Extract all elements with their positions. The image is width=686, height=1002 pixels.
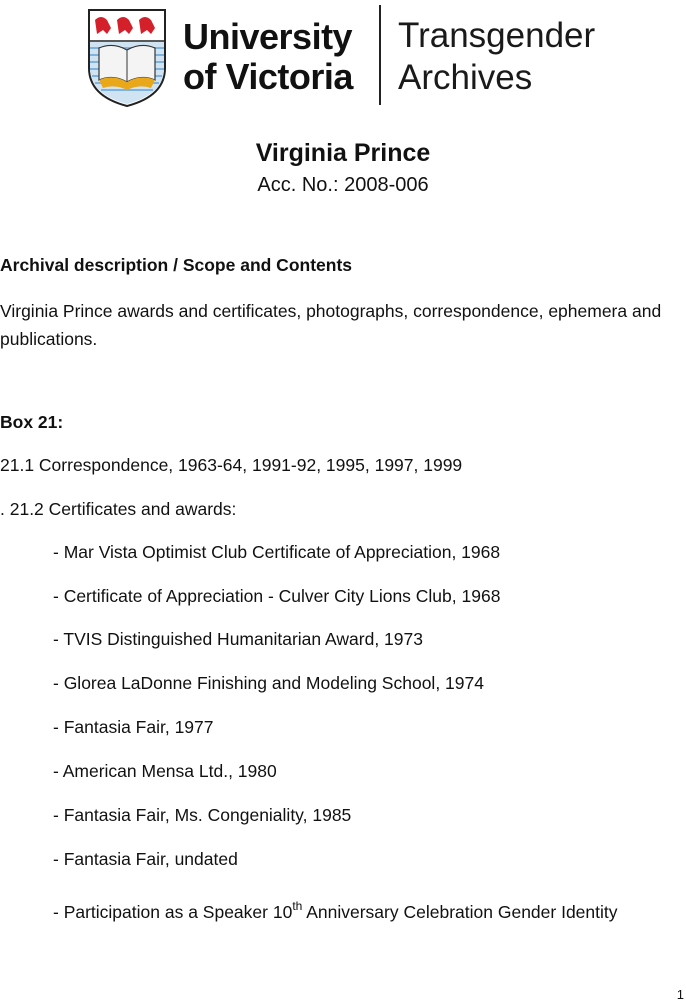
entry-21-1: 21.1 Correspondence, 1963-64, 1991-92, 1995, 1997, 1999 <box>0 455 463 475</box>
last-item-text: - Participation as a Speaker 10 <box>53 902 293 922</box>
list-item: - American Mensa Ltd., 1980 <box>53 761 277 781</box>
list-item: - Glorea LaDonne Finishing and Modeling School, 1974 <box>53 673 484 693</box>
list-item: - Fantasia Fair, 1977 <box>53 717 214 737</box>
accession-number: Acc. No.: 2008-006 <box>257 174 429 196</box>
box-heading: Box 21: <box>0 412 64 432</box>
scope-heading: Archival description / Scope and Contents <box>0 255 353 275</box>
list-item: - Fantasia Fair, Ms. Congeniality, 1985 <box>53 805 352 825</box>
page-header <box>87 5 607 110</box>
list-item: - Certificate of Appreciation - Culver City Lions Club, 1968 <box>53 586 501 606</box>
archive-name <box>398 15 595 99</box>
list-item-last <box>53 899 618 923</box>
entry-21-2: . 21.2 Certificates and awards: <box>0 499 237 519</box>
logo-line-2: of Victoria <box>183 56 353 97</box>
ordinal-superscript: th <box>292 899 303 913</box>
uvic-crest-icon <box>87 8 167 108</box>
list-item: - Mar Vista Optimist Club Certificate of Appreciation, 1968 <box>53 542 501 562</box>
last-item-text-continued: Anniversary Celebration Gender Identity <box>302 902 618 922</box>
scope-text: Virginia Prince awards and certificates, photographs, correspondence, ephemera and publications. <box>0 301 662 349</box>
archive-line-1: Transgender <box>398 16 596 55</box>
logo-divider <box>379 5 381 105</box>
page-number: 1 <box>676 987 684 1002</box>
university-name <box>183 17 353 97</box>
logo-line-1: University <box>183 16 353 57</box>
list-item: - Fantasia Fair, undated <box>53 849 238 869</box>
archive-line-2: Archives <box>398 58 533 97</box>
document-title: Virginia Prince <box>255 139 431 167</box>
list-item: - TVIS Distinguished Humanitarian Award, 1973 <box>53 629 423 649</box>
